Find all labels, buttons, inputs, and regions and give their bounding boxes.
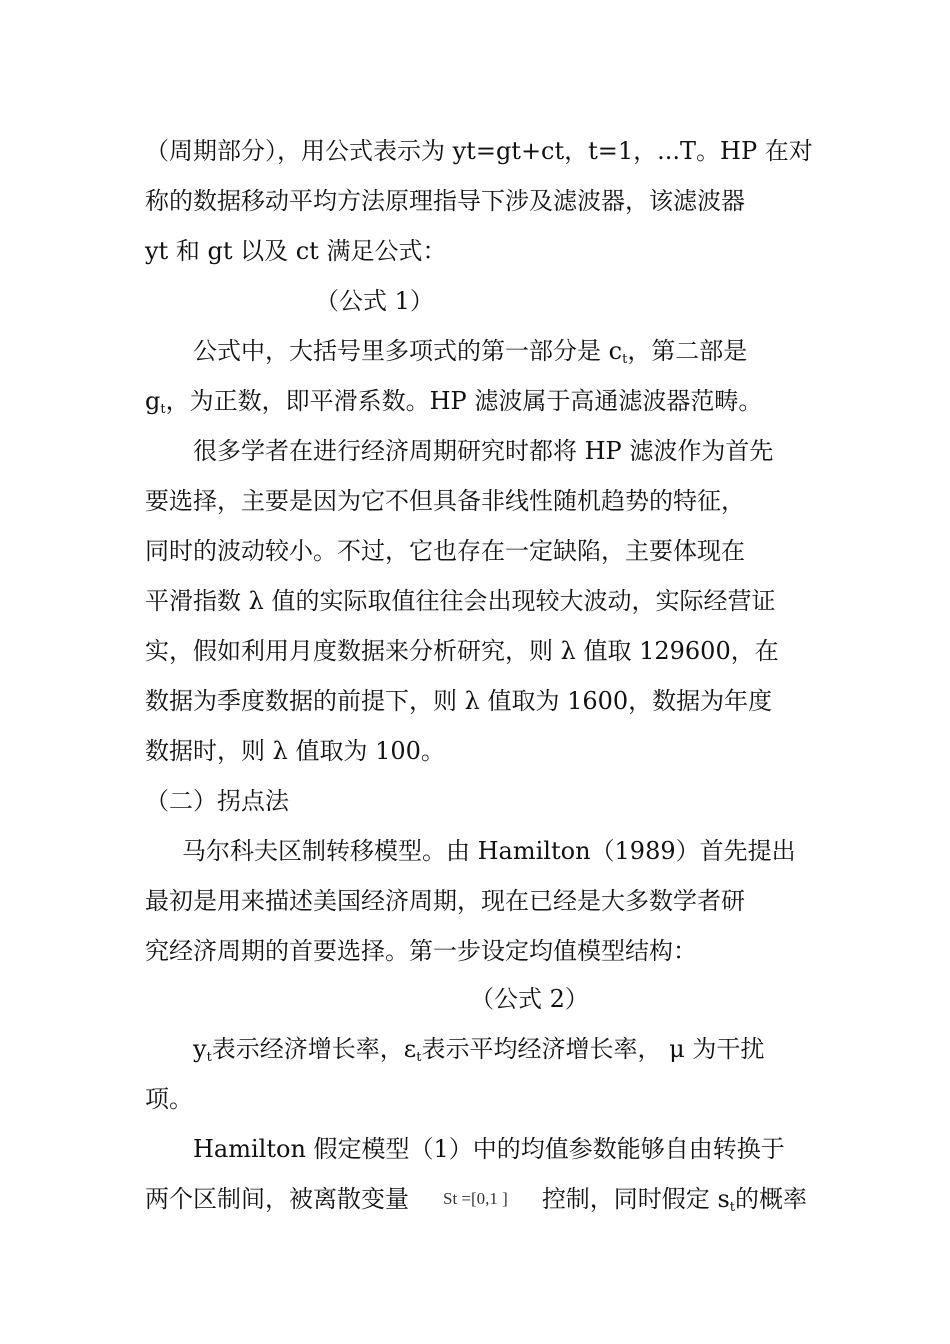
subscript: t (160, 402, 166, 417)
text-run: （公式 2） (470, 985, 589, 1013)
subscript: t (206, 1050, 212, 1065)
text-run: 数据时，则 λ 值取为 100。 (145, 737, 445, 765)
paragraph-line (182, 826, 807, 876)
formula-label (315, 276, 434, 326)
paragraph-line (145, 1174, 807, 1224)
subscript: t (622, 352, 628, 367)
text-run: 表示平均经济增长率， μ 为干扰 (421, 1035, 765, 1063)
paragraph-line (193, 1124, 807, 1174)
paragraph-line (145, 376, 807, 426)
text-run: 平滑指数 λ 值的实际取值往往会出现较大波动，实际经营证 (145, 587, 776, 615)
paragraph-line (145, 926, 807, 976)
text-run: 究经济周期的首要选择。第一步设定均值模型结构： (145, 937, 697, 965)
paragraph-line (145, 726, 807, 776)
paragraph-line (145, 526, 807, 576)
paragraph-line (193, 326, 807, 376)
text-run: Hamilton 假定模型（1）中的均值参数能够自由转换于 (193, 1135, 785, 1163)
text-run: 称的数据移动平均方法原理指导下涉及滤波器，该滤波器 (145, 187, 745, 215)
paragraph-line (145, 126, 813, 176)
paragraph-line (145, 676, 807, 726)
text-run: 两个区制间，被离散变量 (145, 1185, 409, 1213)
inline-formula: St =[0,1 ] (442, 1189, 508, 1208)
subscript: t (729, 1200, 735, 1215)
paragraph-line (145, 476, 807, 526)
text-run: 实，假如利用月度数据来分析研究，则 λ 值取 129600，在 (145, 637, 779, 665)
section-heading (145, 776, 807, 826)
paragraph-line (145, 876, 807, 926)
text-run: （周期部分），用公式表示为 yt=gt+ct，t=1，...T。HP 在对 (145, 137, 813, 165)
text-run: 很多学者在进行经济周期研究时都将 HP 滤波作为首先 (193, 437, 774, 465)
subscript: t (416, 1050, 422, 1065)
text-run: 马尔科夫区制转移模型。由 Hamilton（1989）首先提出 (182, 837, 796, 865)
text-run: 数据为季度数据的前提下，则 λ 值取为 1600，数据为年度 (145, 687, 773, 715)
paragraph-line (193, 1024, 807, 1074)
paragraph-line (145, 226, 807, 276)
text-run: ，为正数，即平滑系数。HP 滤波属于高通滤波器范畴。 (165, 387, 763, 415)
text-run: 要选择，主要是因为它不但具备非线性随机趋势的特征， (145, 487, 745, 515)
text-run: 同时的波动较小。不过，它也存在一定缺陷，主要体现在 (145, 537, 745, 565)
paragraph-line (193, 426, 807, 476)
text-run: 最初是用来描述美国经济周期，现在已经是大多数学者研 (145, 887, 745, 915)
text-run: 项。 (145, 1085, 193, 1113)
text-run: （二）拐点法 (145, 787, 289, 815)
paragraph-line (145, 1074, 807, 1124)
formula-label (470, 974, 589, 1024)
text-run: 控制，同时假定 s (541, 1185, 730, 1213)
text-run: 的概率 (735, 1185, 807, 1213)
text-run: yt 和 gt 以及 ct 满足公式： (145, 237, 447, 265)
paragraph-line (145, 576, 807, 626)
text-run: 公式中，大括号里多项式的第一部分是 c (193, 337, 623, 365)
paragraph-line (145, 176, 807, 226)
text-run: 表示经济增长率，ε (211, 1035, 417, 1063)
text-run: ，第二部是 (627, 337, 748, 365)
text-run: （公式 1） (315, 287, 434, 315)
text-run: g (145, 387, 161, 415)
paragraph-line (145, 626, 807, 676)
text-run: y (193, 1035, 207, 1063)
